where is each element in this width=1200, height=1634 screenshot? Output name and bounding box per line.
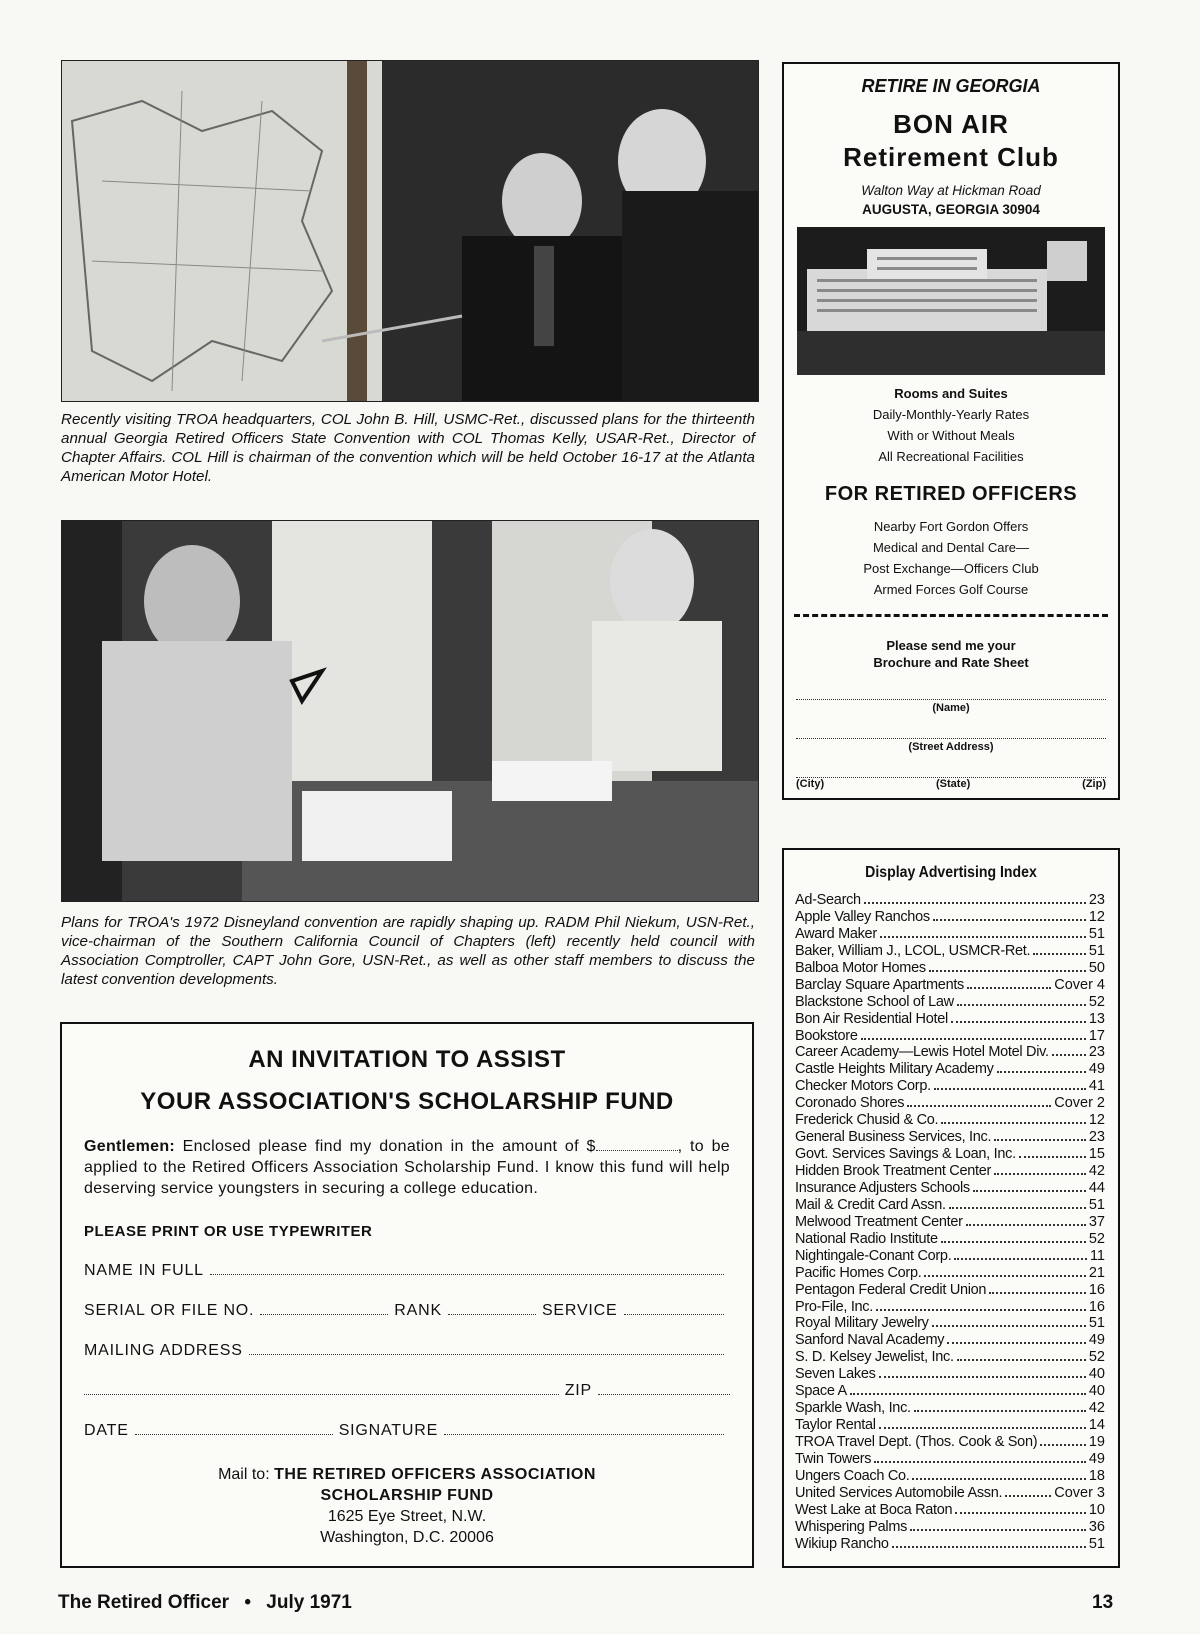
index-page: 49: [1088, 1332, 1105, 1349]
index-page: 51: [1088, 1315, 1105, 1332]
index-advertiser: Pacific Homes Corp.: [795, 1264, 922, 1281]
ad-perk: Post Exchange—Officers Club: [863, 561, 1039, 576]
index-leader-dots: [947, 1342, 1086, 1344]
street-field-label: (Street Address): [908, 741, 994, 753]
signature-field[interactable]: [444, 1434, 724, 1435]
index-page: 36: [1088, 1518, 1105, 1535]
index-entry: [795, 1078, 1105, 1095]
index-entry: [795, 1231, 1105, 1248]
index-leader-dots: [994, 1139, 1086, 1141]
ad-headline: FOR RETIRED OFFICERS: [824, 483, 1078, 505]
index-leader-dots: [966, 1224, 1086, 1226]
index-entry: [795, 1485, 1105, 1502]
index-leader-dots: [880, 936, 1086, 938]
index-entry: [795, 1315, 1105, 1332]
index-advertiser: Melwood Treatment Center: [795, 1213, 963, 1230]
mailing-address-label: MAILING ADDRESS: [84, 1342, 243, 1359]
index-leader-dots: [941, 1122, 1086, 1124]
ad-feature: All Recreational Facilities: [878, 449, 1024, 464]
index-advertiser: United Services Automobile Assn.: [795, 1484, 1003, 1501]
index-entry: [795, 1248, 1105, 1265]
index-page: 40: [1088, 1366, 1105, 1383]
ad-perk: Nearby Fort Gordon Offers: [873, 519, 1029, 534]
address-row: [84, 1342, 730, 1360]
index-advertiser: Frederick Chusid & Co.: [795, 1112, 939, 1129]
index-leader-dots: [989, 1292, 1086, 1294]
name-field-label: (Name): [932, 702, 970, 714]
index-page: 51: [1088, 942, 1105, 959]
index-leader-dots: [957, 1359, 1086, 1361]
index-page: Cover 3: [1054, 1484, 1105, 1501]
index-advertiser: West Lake at Boca Raton: [795, 1501, 953, 1518]
photo-office-meeting: [61, 520, 759, 902]
form-title-line1: AN INVITATION TO ASSIST: [248, 1046, 566, 1073]
index-page: 50: [1088, 959, 1105, 976]
rank-field[interactable]: [448, 1314, 536, 1315]
index-advertiser: Ungers Coach Co.: [795, 1467, 910, 1484]
cut-line: [794, 614, 1108, 617]
index-page: 19: [1088, 1434, 1105, 1450]
index-entry: [795, 1129, 1105, 1146]
state-label: (State): [936, 778, 971, 790]
ad-name-line2: Retirement Club: [843, 142, 1059, 172]
index-page: 41: [1088, 1078, 1105, 1095]
index-page: 14: [1088, 1417, 1105, 1434]
index-advertiser: Sanford Naval Academy: [795, 1332, 945, 1349]
index-page: 49: [1088, 1450, 1105, 1467]
index-advertiser: Bookstore: [795, 1027, 858, 1044]
index-entry: [795, 1400, 1105, 1417]
index-page: 44: [1088, 1179, 1105, 1196]
index-page: 16: [1088, 1298, 1105, 1315]
index-entry: [795, 1434, 1105, 1451]
index-leader-dots: [1033, 953, 1086, 955]
ad-features: [784, 383, 1118, 467]
mailing-instructions: [62, 1464, 752, 1548]
index-page: 17: [1088, 1027, 1105, 1044]
index-leader-dots: [876, 1309, 1086, 1311]
index-entry: [795, 1536, 1105, 1553]
index-advertiser: Seven Lakes: [795, 1366, 876, 1383]
index-page: 52: [1088, 1230, 1105, 1247]
index-leader-dots: [879, 1427, 1086, 1429]
index-leader-dots: [1052, 1054, 1086, 1056]
index-entry: [795, 1011, 1105, 1028]
index-advertiser: Twin Towers: [795, 1450, 872, 1467]
index-page: 12: [1088, 1112, 1105, 1129]
index-advertiser: Wikiup Rancho: [795, 1535, 889, 1552]
footer-separator: •: [244, 1592, 251, 1613]
index-advertiser: Career Academy—Lewis Hotel Motel Div.: [795, 1044, 1049, 1061]
name-field[interactable]: [796, 699, 1106, 700]
index-page: Cover 4: [1054, 976, 1105, 993]
index-leader-dots: [951, 1021, 1086, 1023]
bon-air-advertisement: [782, 62, 1120, 800]
index-leader-dots: [967, 987, 1051, 989]
index-advertiser: National Radio Institute: [795, 1230, 938, 1247]
index-leader-dots: [954, 1258, 1087, 1260]
ad-request-line2: Brochure and Rate Sheet: [873, 655, 1029, 670]
mail-to-label: Mail to:: [218, 1466, 270, 1483]
index-entry: [795, 1061, 1105, 1078]
print-notice: PLEASE PRINT OR USE TYPEWRITER: [84, 1223, 373, 1240]
index-entry: [795, 1383, 1105, 1400]
index-advertiser: Sparkle Wash, Inc.: [795, 1400, 911, 1417]
photo2-caption: Plans for TROA's 1972 Disneyland convention are rapidly shaping up. RADM Phil Niekum, USN-Ret., vice-chairman of the Southern California Council of Chapters (left) recently held council with Association Comptroller, CAPT John Gore, USN-Ret., as well as other staff members to discuss the latest convention developments.: [61, 914, 755, 988]
index-leader-dots: [934, 1088, 1086, 1090]
index-leader-dots: [997, 1071, 1086, 1073]
street-field[interactable]: [796, 738, 1106, 739]
mail-city: Washington, D.C. 20006: [320, 1529, 494, 1546]
index-leader-dots: [892, 1546, 1086, 1548]
index-page: 52: [1088, 993, 1105, 1010]
address-line2-field[interactable]: [84, 1394, 559, 1395]
index-entry: [795, 1468, 1105, 1485]
index-entry: [795, 994, 1105, 1011]
form-salutation: Gentlemen:: [84, 1138, 176, 1155]
index-leader-dots: [1040, 1444, 1086, 1446]
index-advertiser: Space A: [795, 1383, 847, 1400]
index-leader-dots: [924, 1275, 1085, 1277]
index-page: 42: [1088, 1163, 1105, 1179]
city-state-zip-labels: [796, 778, 1106, 790]
index-page: 51: [1088, 925, 1105, 942]
mail-org: THE RETIRED OFFICERS ASSOCIATION: [274, 1466, 596, 1483]
mailing-address-field[interactable]: [249, 1354, 724, 1355]
page-number: 13: [1092, 1592, 1114, 1613]
index-entry: [795, 977, 1105, 994]
ad-name-line1: BON AIR: [893, 109, 1009, 139]
index-page: 18: [1088, 1467, 1105, 1484]
index-page: 23: [1088, 892, 1105, 908]
index-advertiser: Pentagon Federal Credit Union: [795, 1281, 987, 1298]
index-leader-dots: [914, 1410, 1086, 1412]
index-leader-dots: [955, 1512, 1086, 1514]
index-advertiser: General Business Services, Inc.: [795, 1129, 992, 1146]
index-advertiser: Apple Valley Ranchos: [795, 908, 930, 925]
index-advertiser: Hidden Brook Treatment Center: [795, 1163, 992, 1179]
serial-row: [84, 1302, 730, 1320]
index-entry: [795, 1180, 1105, 1197]
donation-amount-field[interactable]: [596, 1150, 678, 1151]
index-leader-dots: [861, 1038, 1086, 1040]
serial-field[interactable]: [260, 1314, 388, 1315]
ad-feature: Daily-Monthly-Yearly Rates: [872, 407, 1030, 422]
name-in-full-field[interactable]: [210, 1274, 724, 1275]
index-leader-dots: [994, 1173, 1086, 1175]
index-leader-dots: [941, 1241, 1086, 1243]
index-leader-dots: [957, 1004, 1086, 1006]
index-leader-dots: [1019, 1156, 1086, 1158]
index-advertiser: Coronado Shores: [795, 1095, 905, 1112]
index-entry: [795, 1519, 1105, 1536]
form-body-part1: Enclosed please find my donation in the amount of $: [182, 1138, 596, 1155]
index-leader-dots: [912, 1478, 1085, 1480]
index-leader-dots: [879, 1376, 1086, 1378]
form-body-part2: , to be applied to the Retired Officers Association Scholarship Fund. I know this fund will help deserving service youngsters in securing a college education.: [84, 1138, 730, 1197]
index-advertiser: Nightingale-Conant Corp.: [795, 1247, 952, 1264]
name-in-full-label: NAME IN FULL: [84, 1262, 204, 1279]
index-entry: [795, 1214, 1105, 1231]
index-page: 23: [1088, 1129, 1105, 1146]
index-advertiser: Insurance Adjusters Schools: [795, 1179, 970, 1196]
index-advertiser: Mail & Credit Card Assn.: [795, 1196, 946, 1213]
city-label: (City): [796, 778, 825, 790]
index-page: 21: [1088, 1264, 1105, 1281]
index-entry: [795, 1332, 1105, 1349]
index-page: 16: [1088, 1281, 1105, 1298]
index-leader-dots: [864, 902, 1086, 904]
index-title: Display Advertising Index: [865, 864, 1037, 881]
index-page: 42: [1088, 1400, 1105, 1417]
index-entry: [795, 1044, 1105, 1061]
ad-address-line1: Walton Way at Hickman Road: [861, 183, 1041, 198]
serial-label: SERIAL OR FILE NO.: [84, 1302, 255, 1319]
index-advertiser: TROA Travel Dept. (Thos. Cook & Son): [795, 1434, 1038, 1450]
index-leader-dots: [949, 1207, 1086, 1209]
index-entry: [795, 892, 1105, 909]
index-entry: [795, 1028, 1105, 1045]
index-entry: [795, 1299, 1105, 1316]
index-advertiser: Balboa Motor Homes: [795, 959, 926, 976]
index-page: 13: [1088, 1010, 1105, 1027]
index-leader-dots: [874, 1461, 1086, 1463]
index-page: 51: [1088, 1196, 1105, 1213]
index-leader-dots: [907, 1105, 1051, 1107]
ad-perks: [784, 516, 1118, 600]
advertising-index: [782, 848, 1120, 1568]
form-title-line2: YOUR ASSOCIATION'S SCHOLARSHIP FUND: [140, 1088, 674, 1115]
index-advertiser: Govt. Services Savings & Loan, Inc.: [795, 1146, 1016, 1163]
index-advertiser: Blackstone School of Law: [795, 993, 954, 1010]
index-list: [795, 892, 1105, 1553]
index-page: Cover 2: [1054, 1095, 1105, 1112]
index-entry: [795, 1112, 1105, 1129]
signature-label: SIGNATURE: [338, 1422, 439, 1439]
index-entry: [795, 1197, 1105, 1214]
index-entry: [795, 960, 1105, 977]
ad-perk: Medical and Dental Care—: [872, 540, 1030, 555]
zip-label: ZIP: [564, 1382, 592, 1399]
hotel-photo: [797, 227, 1105, 375]
index-advertiser: Baker, William J., LCOL, USMCR-Ret.: [795, 942, 1031, 959]
index-page: 12: [1088, 908, 1105, 925]
index-page: 51: [1088, 1535, 1105, 1552]
index-page: 52: [1088, 1349, 1105, 1366]
ad-feature: Rooms and Suites: [894, 386, 1008, 401]
date-signature-row: [84, 1422, 730, 1440]
index-leader-dots: [910, 1529, 1086, 1531]
index-entry: [795, 1282, 1105, 1299]
mail-street: 1625 Eye Street, N.W.: [327, 1508, 487, 1525]
index-page: 37: [1088, 1213, 1105, 1230]
index-advertiser: S. D. Kelsey Jewelist, Inc.: [795, 1349, 954, 1366]
index-advertiser: Castle Heights Military Academy: [795, 1061, 994, 1078]
footer-left: [58, 1592, 352, 1614]
index-leader-dots: [973, 1190, 1086, 1192]
index-advertiser: Taylor Rental: [795, 1417, 876, 1434]
name-row: [84, 1262, 730, 1280]
photo-map-discussion: [61, 60, 759, 402]
index-leader-dots: [850, 1393, 1086, 1395]
index-entry: [795, 1349, 1105, 1366]
index-page: 15: [1088, 1146, 1105, 1163]
index-advertiser: Ad-Search: [795, 892, 861, 908]
index-leader-dots: [933, 919, 1086, 921]
ad-perk: Armed Forces Golf Course: [873, 582, 1029, 597]
index-entry: [795, 1417, 1105, 1434]
index-entry: [795, 1095, 1105, 1112]
index-entry: [795, 1146, 1105, 1163]
index-entry: [795, 1366, 1105, 1383]
index-leader-dots: [932, 1325, 1086, 1327]
ad-feature: With or Without Meals: [887, 428, 1015, 443]
index-entry: [795, 1265, 1105, 1282]
index-leader-dots: [929, 970, 1086, 972]
date-field[interactable]: [135, 1434, 333, 1435]
date-label: DATE: [84, 1422, 129, 1439]
index-page: 49: [1088, 1061, 1105, 1078]
index-entry: [795, 1451, 1105, 1468]
ad-request: [784, 637, 1118, 671]
index-entry: [795, 943, 1105, 960]
index-advertiser: Royal Military Jewelry: [795, 1315, 929, 1332]
rank-label: RANK: [394, 1302, 442, 1319]
index-page: 40: [1088, 1383, 1105, 1400]
index-entry: [795, 909, 1105, 926]
index-advertiser: Barclay Square Apartments: [795, 976, 965, 993]
index-advertiser: Award Maker: [795, 925, 877, 942]
zip-field[interactable]: [598, 1394, 730, 1395]
service-label: SERVICE: [541, 1302, 618, 1319]
index-advertiser: Checker Motors Corp.: [795, 1078, 931, 1095]
form-body: [84, 1136, 730, 1199]
service-field[interactable]: [624, 1314, 724, 1315]
index-page: 23: [1088, 1044, 1105, 1061]
index-advertiser: Whispering Palms: [795, 1518, 908, 1535]
index-leader-dots: [1005, 1495, 1051, 1497]
ad-kicker: RETIRE IN GEORGIA: [861, 76, 1041, 96]
photo1-caption: Recently visiting TROA headquarters, COL John B. Hill, USMC-Ret., discussed plans for the thirteenth annual Georgia Retired Officers State Convention with COL Thomas Kelly, USAR-Ret., Director of Chapter Affairs. COL Hill is chairman of the convention which will be held October 16-17 at the Atlanta American Motor Hotel.: [61, 411, 755, 485]
index-entry: [795, 1502, 1105, 1519]
ad-address-line2: AUGUSTA, GEORGIA 30904: [862, 202, 1040, 217]
ad-request-line1: Please send me your: [886, 638, 1016, 653]
zip-label: (Zip): [1082, 778, 1106, 790]
issue-date: July 1971: [266, 1592, 352, 1613]
scholarship-form: [60, 1022, 754, 1568]
index-advertiser: Bon Air Residential Hotel: [795, 1010, 948, 1027]
mail-dept: SCHOLARSHIP FUND: [320, 1487, 494, 1504]
index-page: 10: [1088, 1501, 1105, 1518]
index-entry: [795, 926, 1105, 943]
index-advertiser: Pro-File, Inc.: [795, 1298, 873, 1315]
index-page: 11: [1089, 1247, 1105, 1264]
address-zip-row: [84, 1382, 730, 1400]
index-entry: [795, 1163, 1105, 1180]
publication-name: The Retired Officer: [58, 1592, 230, 1613]
